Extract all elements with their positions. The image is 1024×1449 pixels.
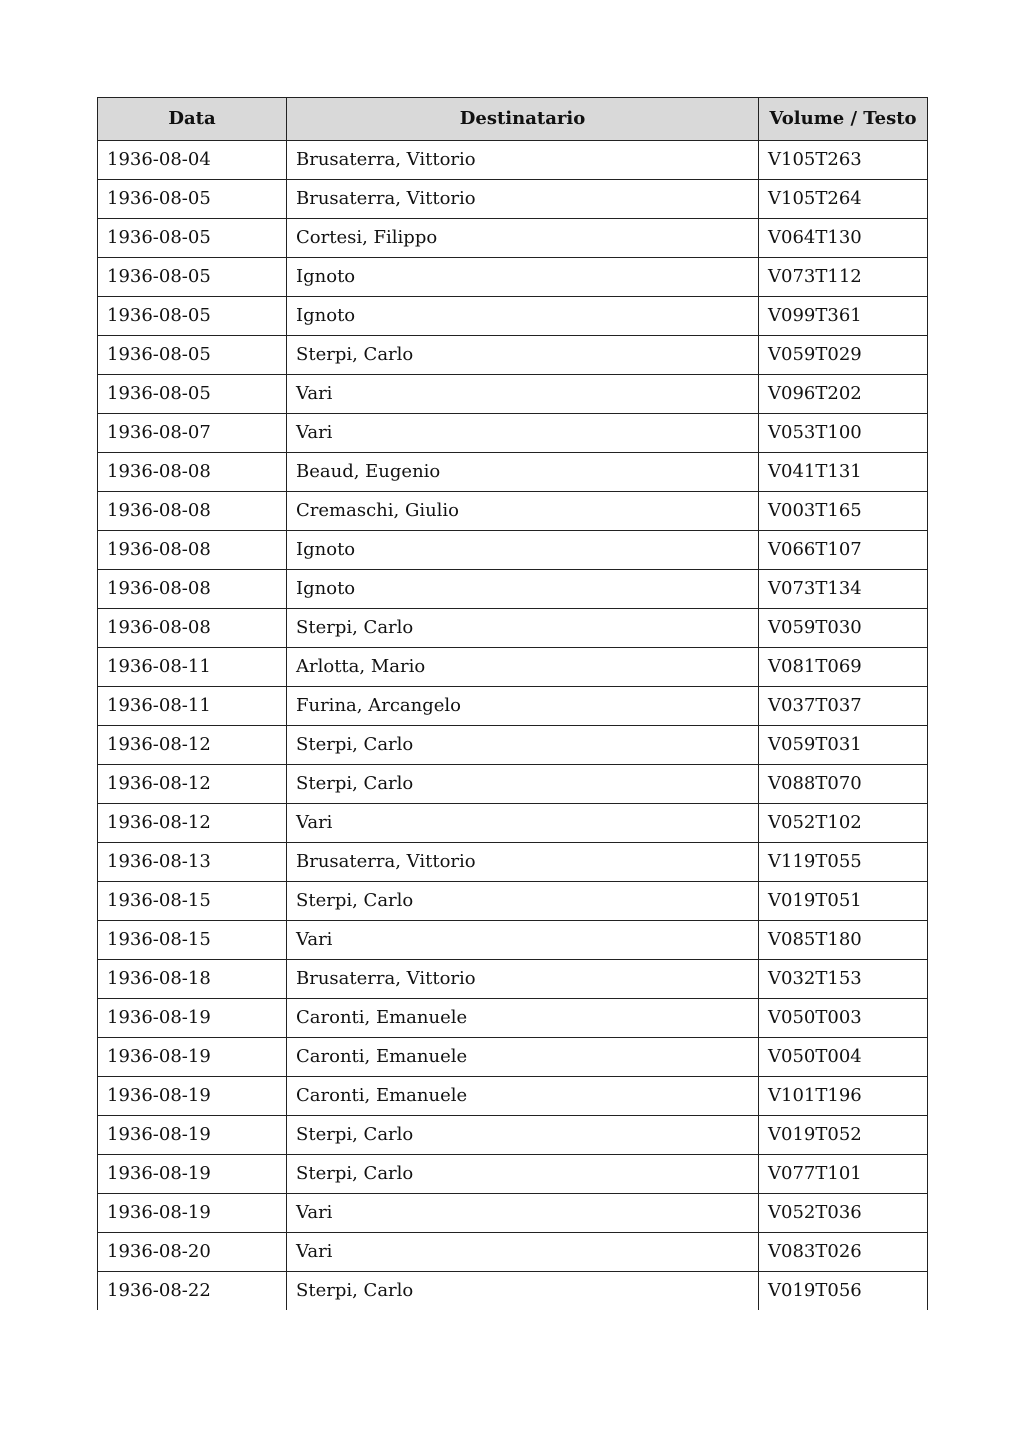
cell-volume: V073T112 [759, 258, 928, 297]
cell-date: 1936-08-05 [98, 336, 287, 375]
cell-recipient: Sterpi, Carlo [287, 726, 759, 765]
cell-volume: V088T070 [759, 765, 928, 804]
cell-volume: V073T134 [759, 570, 928, 609]
cell-volume: V081T069 [759, 648, 928, 687]
cell-recipient: Vari [287, 414, 759, 453]
header-row [98, 98, 928, 141]
cell-volume: V119T055 [759, 843, 928, 882]
table-row [98, 921, 928, 960]
cell-date: 1936-08-08 [98, 492, 287, 531]
table-row [98, 882, 928, 921]
cell-volume: V052T036 [759, 1194, 928, 1233]
table-row [98, 609, 928, 648]
cell-date: 1936-08-11 [98, 648, 287, 687]
table-row [98, 375, 928, 414]
cell-date: 1936-08-11 [98, 687, 287, 726]
table-row [98, 687, 928, 726]
cell-date: 1936-08-08 [98, 453, 287, 492]
cell-recipient: Ignoto [287, 570, 759, 609]
table-row [98, 726, 928, 765]
column-header-date: Data [98, 98, 287, 141]
cell-recipient: Brusaterra, Vittorio [287, 141, 759, 180]
cell-recipient: Beaud, Eugenio [287, 453, 759, 492]
cell-recipient: Brusaterra, Vittorio [287, 843, 759, 882]
cell-recipient: Vari [287, 921, 759, 960]
cell-date: 1936-08-20 [98, 1233, 287, 1272]
table-row [98, 843, 928, 882]
cell-volume: V032T153 [759, 960, 928, 999]
table-row [98, 999, 928, 1038]
cell-date: 1936-08-08 [98, 570, 287, 609]
column-header-volume: Volume / Testo [759, 98, 928, 141]
table-row [98, 648, 928, 687]
cell-date: 1936-08-15 [98, 921, 287, 960]
column-header-recipient: Destinatario [287, 98, 759, 141]
cell-date: 1936-08-08 [98, 531, 287, 570]
table-header [98, 98, 928, 141]
cell-date: 1936-08-04 [98, 141, 287, 180]
table-row [98, 531, 928, 570]
cell-date: 1936-08-19 [98, 1194, 287, 1233]
cell-volume: V037T037 [759, 687, 928, 726]
table-row [98, 960, 928, 999]
cell-volume: V050T004 [759, 1038, 928, 1077]
cell-date: 1936-08-12 [98, 726, 287, 765]
cell-date: 1936-08-19 [98, 999, 287, 1038]
document-page [97, 97, 927, 1310]
cell-volume: V101T196 [759, 1077, 928, 1116]
cell-recipient: Vari [287, 375, 759, 414]
table-row [98, 1272, 928, 1311]
table-row [98, 570, 928, 609]
table-row [98, 1077, 928, 1116]
cell-recipient: Cortesi, Filippo [287, 219, 759, 258]
cell-volume: V066T107 [759, 531, 928, 570]
cell-recipient: Sterpi, Carlo [287, 765, 759, 804]
cell-date: 1936-08-05 [98, 258, 287, 297]
table-row [98, 297, 928, 336]
cell-recipient: Sterpi, Carlo [287, 1272, 759, 1311]
table-row [98, 336, 928, 375]
cell-volume: V105T263 [759, 141, 928, 180]
cell-volume: V059T030 [759, 609, 928, 648]
cell-volume: V083T026 [759, 1233, 928, 1272]
cell-volume: V085T180 [759, 921, 928, 960]
cell-recipient: Caronti, Emanuele [287, 1038, 759, 1077]
cell-date: 1936-08-18 [98, 960, 287, 999]
table-row [98, 765, 928, 804]
cell-volume: V099T361 [759, 297, 928, 336]
cell-volume: V019T052 [759, 1116, 928, 1155]
cell-date: 1936-08-12 [98, 765, 287, 804]
cell-date: 1936-08-05 [98, 180, 287, 219]
cell-recipient: Vari [287, 804, 759, 843]
cell-volume: V003T165 [759, 492, 928, 531]
cell-volume: V050T003 [759, 999, 928, 1038]
cell-recipient: Brusaterra, Vittorio [287, 180, 759, 219]
table-row [98, 1038, 928, 1077]
cell-date: 1936-08-05 [98, 219, 287, 258]
table-row [98, 414, 928, 453]
cell-volume: V059T029 [759, 336, 928, 375]
cell-volume: V096T202 [759, 375, 928, 414]
cell-date: 1936-08-12 [98, 804, 287, 843]
cell-volume: V041T131 [759, 453, 928, 492]
cell-date: 1936-08-19 [98, 1038, 287, 1077]
table-row [98, 804, 928, 843]
table-row [98, 453, 928, 492]
cell-date: 1936-08-13 [98, 843, 287, 882]
cell-recipient: Sterpi, Carlo [287, 609, 759, 648]
cell-recipient: Ignoto [287, 258, 759, 297]
cell-date: 1936-08-05 [98, 375, 287, 414]
cell-recipient: Cremaschi, Giulio [287, 492, 759, 531]
cell-recipient: Vari [287, 1194, 759, 1233]
cell-date: 1936-08-05 [98, 297, 287, 336]
cell-recipient: Brusaterra, Vittorio [287, 960, 759, 999]
table-row [98, 219, 928, 258]
cell-volume: V105T264 [759, 180, 928, 219]
cell-date: 1936-08-22 [98, 1272, 287, 1311]
table-body [98, 141, 928, 1311]
table-row [98, 258, 928, 297]
cell-volume: V019T051 [759, 882, 928, 921]
table-row [98, 180, 928, 219]
cell-recipient: Furina, Arcangelo [287, 687, 759, 726]
cell-date: 1936-08-07 [98, 414, 287, 453]
cell-recipient: Sterpi, Carlo [287, 336, 759, 375]
cell-volume: V077T101 [759, 1155, 928, 1194]
cell-recipient: Sterpi, Carlo [287, 882, 759, 921]
cell-volume: V053T100 [759, 414, 928, 453]
cell-date: 1936-08-19 [98, 1077, 287, 1116]
cell-date: 1936-08-08 [98, 609, 287, 648]
cell-date: 1936-08-15 [98, 882, 287, 921]
cell-date: 1936-08-19 [98, 1155, 287, 1194]
cell-recipient: Caronti, Emanuele [287, 1077, 759, 1116]
table-row [98, 1155, 928, 1194]
table-row [98, 1116, 928, 1155]
cell-recipient: Ignoto [287, 531, 759, 570]
cell-date: 1936-08-19 [98, 1116, 287, 1155]
cell-volume: V019T056 [759, 1272, 928, 1311]
table-row [98, 1233, 928, 1272]
cell-recipient: Arlotta, Mario [287, 648, 759, 687]
cell-volume: V064T130 [759, 219, 928, 258]
cell-volume: V052T102 [759, 804, 928, 843]
table-row [98, 1194, 928, 1233]
letters-table [97, 97, 928, 1310]
cell-recipient: Sterpi, Carlo [287, 1155, 759, 1194]
table-row [98, 492, 928, 531]
cell-recipient: Vari [287, 1233, 759, 1272]
cell-recipient: Sterpi, Carlo [287, 1116, 759, 1155]
cell-volume: V059T031 [759, 726, 928, 765]
table-row [98, 141, 928, 180]
cell-recipient: Ignoto [287, 297, 759, 336]
cell-recipient: Caronti, Emanuele [287, 999, 759, 1038]
